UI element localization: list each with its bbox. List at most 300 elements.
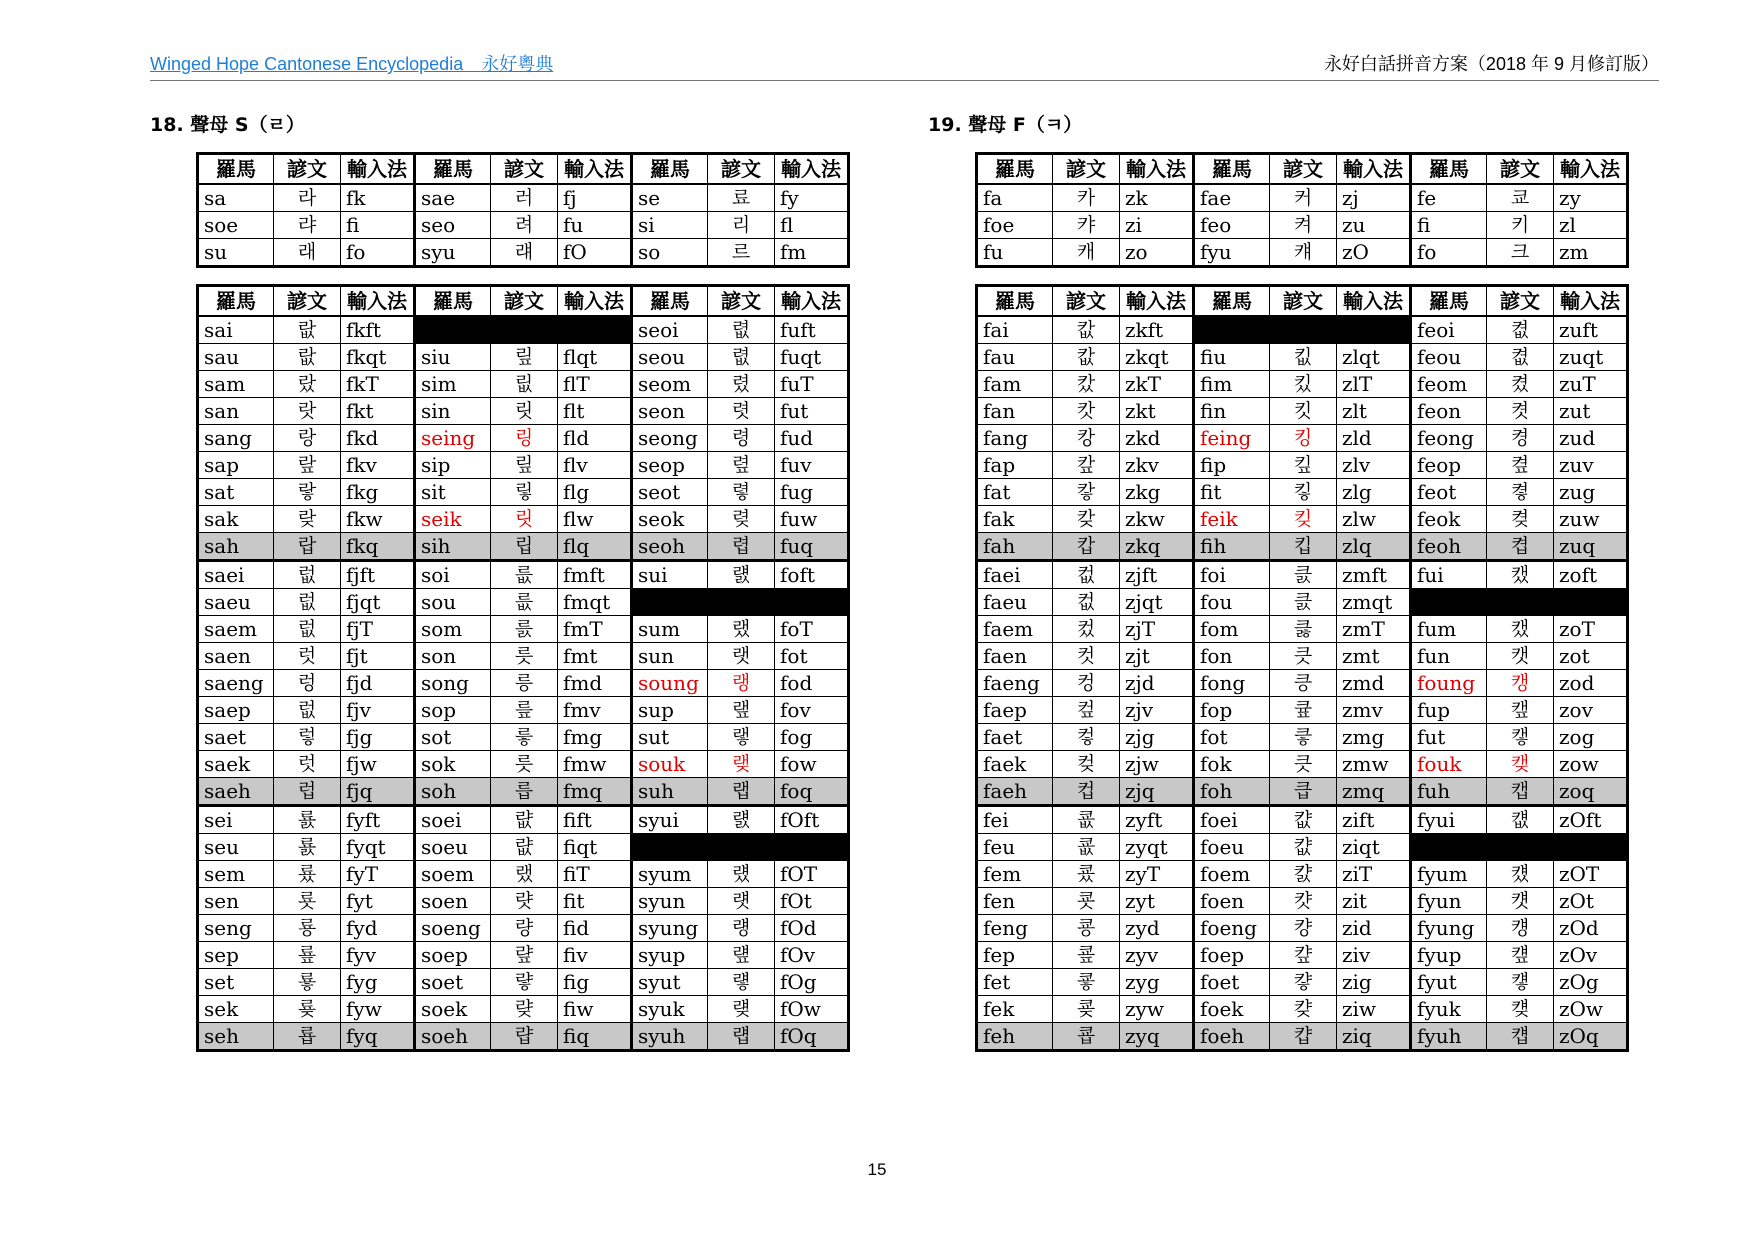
input-method-cell: fiw: [558, 996, 632, 1023]
roman-cell: feou: [1411, 344, 1487, 371]
input-method-cell: fjv: [341, 697, 415, 724]
roman-cell: sak: [198, 506, 274, 533]
table-row: [198, 996, 849, 1023]
roman-cell: fan: [977, 398, 1053, 425]
input-method-cell: fkv: [341, 452, 415, 479]
hangul-cell: 라: [274, 184, 341, 212]
roman-cell: syut: [632, 969, 708, 996]
input-method-cell: fkqt: [341, 344, 415, 371]
input-method-cell: zlt: [1337, 398, 1411, 425]
table-row: [198, 670, 849, 697]
input-method-cell: fmqt: [558, 589, 632, 616]
table-row: [198, 344, 849, 371]
roman-cell: feot: [1411, 479, 1487, 506]
input-method-cell: fuw: [775, 506, 849, 533]
input-method-cell: zyft: [1120, 806, 1194, 834]
input-method-cell: fjT: [341, 616, 415, 643]
hangul-cell: 킿: [1270, 479, 1337, 506]
roman-cell: soet: [415, 969, 491, 996]
hangul-cell: 랍: [274, 533, 341, 561]
roman-cell: foem: [1194, 861, 1270, 888]
table-row: [198, 561, 849, 589]
roman-cell: saeh: [198, 778, 274, 806]
input-method-cell: zjd: [1120, 670, 1194, 697]
roman-cell: feon: [1411, 398, 1487, 425]
hangul-cell: 켱: [1487, 425, 1554, 452]
roman-cell: feoh: [1411, 533, 1487, 561]
input-method-cell: zk: [1120, 184, 1194, 212]
hangul-cell: 쿘: [1053, 861, 1120, 888]
roman-cell: seom: [632, 371, 708, 398]
hangul-cell: 렁: [274, 670, 341, 697]
column-header: 羅馬: [1411, 154, 1487, 185]
hangul-cell: 럊: [491, 996, 558, 1023]
hangul-cell: 캾: [1270, 806, 1337, 834]
table-row: [198, 888, 849, 915]
input-method-cell: fOd: [775, 915, 849, 942]
input-method-cell: zit: [1337, 888, 1411, 915]
hangul-cell: 럦: [708, 996, 775, 1023]
column-header: 羅馬: [632, 154, 708, 185]
hangul-cell: 령: [708, 425, 775, 452]
roman-cell: fyup: [1411, 942, 1487, 969]
roman-cell: souk: [632, 751, 708, 778]
roman-cell: soung: [632, 670, 708, 697]
input-method-cell: fuq: [775, 533, 849, 561]
input-method-cell: fyd: [341, 915, 415, 942]
table-row: [198, 184, 849, 212]
input-method-cell: zuw: [1554, 506, 1628, 533]
roman-cell: sim: [415, 371, 491, 398]
table-row: [198, 479, 849, 506]
roman-cell: sau: [198, 344, 274, 371]
column-header: 輸入法: [558, 154, 632, 185]
hangul-cell: 룟: [274, 888, 341, 915]
input-method-cell: fkT: [341, 371, 415, 398]
input-method-cell: zjq: [1120, 778, 1194, 806]
column-header: 羅馬: [198, 154, 274, 185]
roman-cell: seng: [198, 915, 274, 942]
roman-cell: fang: [977, 425, 1053, 452]
input-method-cell: fiq: [558, 1023, 632, 1051]
roman-cell: foung: [1411, 670, 1487, 697]
column-header: 輸入法: [558, 286, 632, 317]
input-method-cell: fjw: [341, 751, 415, 778]
hangul-cell: 랫: [708, 643, 775, 670]
hangul-cell: 캣: [1487, 643, 1554, 670]
input-method-cell: zOq: [1554, 1023, 1628, 1051]
input-method-cell: fOft: [775, 806, 849, 834]
hangul-cell: 큸: [1270, 589, 1337, 616]
roman-cell: fop: [1194, 697, 1270, 724]
input-method-cell: zog: [1554, 724, 1628, 751]
roman-cell: fou: [1194, 589, 1270, 616]
input-method-cell: zm: [1554, 239, 1628, 267]
column-header: 輸入法: [341, 286, 415, 317]
input-method-cell: ziv: [1337, 942, 1411, 969]
input-method-cell: fuv: [775, 452, 849, 479]
hangul-cell: 킾: [1270, 452, 1337, 479]
input-method-cell: fy: [775, 184, 849, 212]
hangul-cell: 럫: [708, 969, 775, 996]
input-method-cell: fld: [558, 425, 632, 452]
table-row: [198, 724, 849, 751]
input-method-cell: flT: [558, 371, 632, 398]
hangul-cell: 캾: [1270, 834, 1337, 861]
roman-cell: sae: [415, 184, 491, 212]
roman-cell: sih: [415, 533, 491, 561]
roman-cell: fun: [1411, 643, 1487, 670]
hangul-cell: 캿: [1270, 888, 1337, 915]
roman-cell: fem: [977, 861, 1053, 888]
input-method-cell: fo: [341, 239, 415, 267]
hangul-cell: 킵: [1270, 533, 1337, 561]
roman-cell: sat: [198, 479, 274, 506]
table-row: [198, 316, 849, 344]
empty-cell-block: [632, 589, 849, 616]
table-row: [198, 506, 849, 533]
roman-cell: soeu: [415, 834, 491, 861]
hangul-cell: 랗: [274, 479, 341, 506]
hangul-cell: 랴: [274, 212, 341, 239]
hangul-cell: 렷: [708, 398, 775, 425]
input-method-cell: fyqt: [341, 834, 415, 861]
hangul-cell: 캉: [1053, 425, 1120, 452]
input-method-cell: zug: [1554, 479, 1628, 506]
hangul-cell: 켮: [1487, 316, 1554, 344]
hangul-cell: 랬: [491, 861, 558, 888]
hangul-cell: 럅: [491, 1023, 558, 1051]
column-header: 諺文: [274, 286, 341, 317]
roman-cell: song: [415, 670, 491, 697]
table-row: [977, 643, 1628, 670]
input-method-cell: zmd: [1337, 670, 1411, 697]
column-header: 羅馬: [198, 286, 274, 317]
hangul-cell: 캆: [1053, 316, 1120, 344]
roman-cell: seik: [415, 506, 491, 533]
roman-cell: seh: [198, 1023, 274, 1051]
roman-cell: feng: [977, 915, 1053, 942]
hangul-cell: 컺: [1053, 751, 1120, 778]
roman-cell: sap: [198, 452, 274, 479]
roman-cell: fyuk: [1411, 996, 1487, 1023]
table-row: [977, 751, 1628, 778]
input-method-cell: fjq: [341, 778, 415, 806]
column-header: 諺文: [1487, 286, 1554, 317]
input-method-cell: zuft: [1554, 316, 1628, 344]
hangul-cell: 켷: [1487, 479, 1554, 506]
input-method-cell: zyg: [1120, 969, 1194, 996]
input-method-cell: zld: [1337, 425, 1411, 452]
roman-cell: sen: [198, 888, 274, 915]
hangul-cell: 컙: [1487, 1023, 1554, 1051]
roman-cell: foeu: [1194, 834, 1270, 861]
hangul-cell: 캤: [1487, 616, 1554, 643]
hangul-cell: 캆: [1053, 344, 1120, 371]
input-method-cell: zyd: [1120, 915, 1194, 942]
input-method-cell: flqt: [558, 344, 632, 371]
hangul-cell: 르: [708, 239, 775, 267]
hangul-cell: 컣: [1487, 969, 1554, 996]
roman-cell: soi: [415, 561, 491, 589]
input-method-cell: fkft: [341, 316, 415, 344]
input-method-cell: zlq: [1337, 533, 1411, 561]
input-method-cell: fyT: [341, 861, 415, 888]
input-method-cell: zift: [1337, 806, 1411, 834]
roman-cell: saei: [198, 561, 274, 589]
hangul-cell: 러: [491, 184, 558, 212]
roman-cell: seop: [632, 452, 708, 479]
roman-cell: soeh: [415, 1023, 491, 1051]
hangul-cell: 캥: [1487, 670, 1554, 697]
hangul-cell: 캅: [1053, 533, 1120, 561]
column-header: 輸入法: [1554, 286, 1628, 317]
roman-cell: syuk: [632, 996, 708, 1023]
roman-cell: syup: [632, 942, 708, 969]
input-method-cell: zlg: [1337, 479, 1411, 506]
input-method-cell: fkq: [341, 533, 415, 561]
roman-cell: fin: [1194, 398, 1270, 425]
table-row: [977, 778, 1628, 806]
roman-cell: fuh: [1411, 778, 1487, 806]
column-header: 羅馬: [977, 286, 1053, 317]
input-method-cell: fj: [558, 184, 632, 212]
hangul-cell: 컾: [1053, 697, 1120, 724]
hangul-cell: 랲: [708, 697, 775, 724]
hangul-cell: 캸: [1270, 861, 1337, 888]
table-row: [977, 589, 1628, 616]
table-row: [977, 724, 1628, 751]
hangul-cell: 릆: [491, 589, 558, 616]
hangul-cell: 릆: [491, 561, 558, 589]
input-method-cell: zod: [1554, 670, 1628, 697]
roman-cell: fau: [977, 344, 1053, 371]
hangul-cell: 럇: [491, 888, 558, 915]
roman-cell: foei: [1194, 806, 1270, 834]
hangul-cell: 쿖: [1053, 806, 1120, 834]
input-method-cell: zkqt: [1120, 344, 1194, 371]
column-header: 諺文: [708, 286, 775, 317]
input-method-cell: zmg: [1337, 724, 1411, 751]
hangul-cell: 캇: [1053, 398, 1120, 425]
hangul-cell: 켜: [1270, 212, 1337, 239]
roman-cell: seo: [415, 212, 491, 239]
input-method-cell: zy: [1554, 184, 1628, 212]
table-row: [977, 212, 1628, 239]
column-header: 諺文: [708, 154, 775, 185]
roman-cell: syum: [632, 861, 708, 888]
hangul-cell: 럆: [491, 806, 558, 834]
hangul-cell: 렶: [708, 316, 775, 344]
input-method-cell: zot: [1554, 643, 1628, 670]
input-method-cell: fkg: [341, 479, 415, 506]
roman-cell: fet: [977, 969, 1053, 996]
roman-cell: fe: [1411, 184, 1487, 212]
hangul-cell: 럜: [708, 806, 775, 834]
input-method-cell: zj: [1337, 184, 1411, 212]
column-header: 羅馬: [1194, 154, 1270, 185]
input-method-cell: fyg: [341, 969, 415, 996]
roman-cell: syu: [415, 239, 491, 267]
table-row: [198, 697, 849, 724]
roman-cell: fyu: [1194, 239, 1270, 267]
column-header: 輸入法: [1337, 286, 1411, 317]
column-header: 諺文: [1487, 154, 1554, 185]
empty-cell-block: [1411, 589, 1628, 616]
roman-cell: fai: [977, 316, 1053, 344]
hangul-cell: 릏: [491, 724, 558, 751]
input-method-cell: fjg: [341, 724, 415, 751]
table-row: [977, 942, 1628, 969]
input-method-cell: zut: [1554, 398, 1628, 425]
roman-cell: feong: [1411, 425, 1487, 452]
input-method-cell: fkw: [341, 506, 415, 533]
hangul-cell: 리: [708, 212, 775, 239]
roman-cell: syung: [632, 915, 708, 942]
table-row: [977, 479, 1628, 506]
input-method-cell: zmqt: [1337, 589, 1411, 616]
roman-cell: fam: [977, 371, 1053, 398]
roman-cell: saeu: [198, 589, 274, 616]
input-method-cell: zkq: [1120, 533, 1194, 561]
hangul-cell: 릅: [491, 778, 558, 806]
input-method-cell: zow: [1554, 751, 1628, 778]
input-method-cell: zyv: [1120, 942, 1194, 969]
input-method-cell: zOT: [1554, 861, 1628, 888]
input-method-cell: zkft: [1120, 316, 1194, 344]
input-method-cell: foT: [775, 616, 849, 643]
hangul-cell: 크: [1487, 239, 1554, 267]
input-method-cell: fOt: [775, 888, 849, 915]
roman-cell: foet: [1194, 969, 1270, 996]
roman-cell: fong: [1194, 670, 1270, 697]
roman-cell: fyuh: [1411, 1023, 1487, 1051]
table-row: [198, 452, 849, 479]
hangul-cell: 컶: [1053, 561, 1120, 589]
hangul-cell: 킁: [1270, 670, 1337, 697]
input-method-cell: fOT: [775, 861, 849, 888]
hangul-cell: 랮: [708, 751, 775, 778]
s-finals-table: [196, 284, 850, 1052]
hangul-cell: 컜: [1487, 861, 1554, 888]
roman-cell: soeng: [415, 915, 491, 942]
hangul-cell: 래: [274, 239, 341, 267]
hangul-cell: 랒: [274, 506, 341, 533]
roman-cell: seoi: [632, 316, 708, 344]
roman-cell: si: [632, 212, 708, 239]
roman-cell: soe: [198, 212, 274, 239]
input-method-cell: fiv: [558, 942, 632, 969]
table-row: [198, 212, 849, 239]
roman-cell: fyut: [1411, 969, 1487, 996]
roman-cell: fum: [1411, 616, 1487, 643]
roman-cell: foek: [1194, 996, 1270, 1023]
section-title-s: 18. 聲母 S（ㄹ）: [150, 114, 305, 136]
roman-cell: soen: [415, 888, 491, 915]
input-method-cell: zkt: [1120, 398, 1194, 425]
hangul-cell: 룡: [274, 915, 341, 942]
empty-cell-block: [1411, 834, 1628, 861]
roman-cell: faeng: [977, 670, 1053, 697]
roman-cell: son: [415, 643, 491, 670]
input-method-cell: zmq: [1337, 778, 1411, 806]
roman-cell: fiu: [1194, 344, 1270, 371]
input-method-cell: zjqt: [1120, 589, 1194, 616]
roman-cell: saen: [198, 643, 274, 670]
roman-cell: sep: [198, 942, 274, 969]
input-method-cell: fOg: [775, 969, 849, 996]
hangul-cell: 렸: [708, 371, 775, 398]
input-method-cell: fi: [341, 212, 415, 239]
hangul-cell: 랳: [708, 724, 775, 751]
table-row: [198, 915, 849, 942]
roman-cell: seou: [632, 344, 708, 371]
hangul-cell: 럪: [708, 942, 775, 969]
hangul-cell: 럾: [274, 589, 341, 616]
hangul-cell: 컢: [1487, 942, 1554, 969]
hangul-cell: 킶: [1270, 344, 1337, 371]
hangul-cell: 릎: [491, 697, 558, 724]
hangul-cell: 럾: [274, 561, 341, 589]
input-method-cell: zyqt: [1120, 834, 1194, 861]
hangul-cell: 렿: [708, 479, 775, 506]
table-row: [977, 239, 1628, 267]
hangul-cell: 쿕: [1053, 1023, 1120, 1051]
hangul-cell: 쿄: [1487, 184, 1554, 212]
empty-cell-block: [632, 834, 849, 861]
hangul-cell: 캦: [1487, 751, 1554, 778]
hangul-cell: 켭: [1487, 533, 1554, 561]
roman-cell: sang: [198, 425, 274, 452]
roman-cell: se: [632, 184, 708, 212]
roman-cell: saep: [198, 697, 274, 724]
input-method-cell: zyt: [1120, 888, 1194, 915]
hangul-cell: 캫: [1487, 724, 1554, 751]
hangul-cell: 렾: [708, 452, 775, 479]
roman-cell: fui: [1411, 561, 1487, 589]
input-method-cell: fud: [775, 425, 849, 452]
input-method-cell: fkt: [341, 398, 415, 425]
roman-cell: sai: [198, 316, 274, 344]
hangul-cell: 립: [491, 533, 558, 561]
hangul-cell: 컇: [1270, 969, 1337, 996]
hangul-cell: 렇: [274, 724, 341, 751]
roman-cell: soh: [415, 778, 491, 806]
input-method-cell: fm: [775, 239, 849, 267]
roman-cell: seoh: [632, 533, 708, 561]
roman-cell: sit: [415, 479, 491, 506]
hangul-cell: 캬: [1053, 212, 1120, 239]
input-method-cell: zOd: [1554, 915, 1628, 942]
column-header: 諺文: [491, 154, 558, 185]
roman-cell: fyui: [1411, 806, 1487, 834]
input-method-cell: fyt: [341, 888, 415, 915]
input-method-cell: zoT: [1554, 616, 1628, 643]
header-encyclopedia-link[interactable]: Winged Hope Cantonese Encyclopedia 永好粵典: [150, 54, 554, 74]
hangul-cell: 료: [708, 184, 775, 212]
input-method-cell: fit: [558, 888, 632, 915]
input-method-cell: zkw: [1120, 506, 1194, 533]
roman-cell: sem: [198, 861, 274, 888]
table-row: [977, 969, 1628, 996]
input-method-cell: fjt: [341, 643, 415, 670]
input-method-cell: zud: [1554, 425, 1628, 452]
hangul-cell: 럿: [274, 751, 341, 778]
roman-cell: suh: [632, 778, 708, 806]
input-method-cell: fyv: [341, 942, 415, 969]
roman-cell: sun: [632, 643, 708, 670]
roman-cell: fok: [1194, 751, 1270, 778]
